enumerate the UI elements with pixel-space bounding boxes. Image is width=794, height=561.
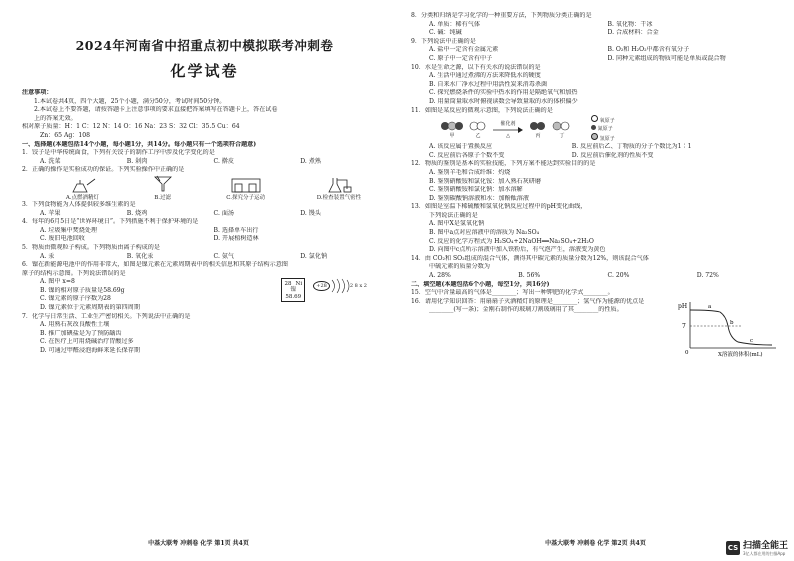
- option: D. 合成材料：合金: [607, 29, 659, 37]
- question-16: 16．请用化学知识回答：用扇扇子灭酒精灯的原理是________；氢气作为能源的优点是: [411, 297, 645, 305]
- figure-d: [317, 175, 361, 201]
- point-label-a: a: [708, 304, 712, 310]
- option: D. 鉴别碳酸钠溶液和水：加酚酞溶液: [429, 194, 529, 202]
- option: C. 原子中一定含有中子: [429, 54, 493, 62]
- question-7: 7．化学与日常生活、工业生产密切相关。下列说法中正确的是: [22, 312, 191, 320]
- section-1-heading: 一、选择题(本题包括14个小题，每小题1分，共14分。每小题只有一个选项符合题意): [22, 140, 257, 148]
- option: A. 该反应属于置换反应: [429, 143, 493, 151]
- exam-subtitle: 化学试卷: [170, 62, 239, 80]
- ph-chart-svg: [672, 298, 780, 360]
- page-footer: 中基大联考 冲刺卷 化学 第1页 共4页: [148, 540, 249, 547]
- atom-structure-diagram: [313, 278, 367, 294]
- question-3: 3．下列食物能为人体提供较多维生素的是: [22, 200, 136, 208]
- option: D. 72%: [696, 272, 719, 280]
- question-11: 11．如图是某反应的微观示意图，下列说法正确的是: [411, 106, 553, 114]
- x-axis-label: X溶液的体积(mL): [718, 352, 763, 358]
- molecule-icon: [551, 120, 573, 132]
- page-footer: 中基大联考 冲刺卷 化学 第2页 共4页: [545, 540, 646, 547]
- option: C. 在医疗上可用烧碱治疗胃酸过多: [40, 338, 134, 346]
- option: B. 烧鸡: [126, 209, 148, 217]
- question-13-cont: 下列说法正确的是: [429, 211, 478, 219]
- molecule-yi: [469, 120, 487, 139]
- atomic-number: 28: [284, 280, 292, 287]
- molecule-label: 甲: [449, 132, 455, 139]
- element-name: 镍: [290, 287, 297, 294]
- periodic-table-cell: [281, 278, 305, 302]
- option: C. 反应前后各原子个数不变: [429, 151, 505, 159]
- question-14-cont: 中硫元素的质量分数为: [429, 263, 490, 271]
- atom-legend: [591, 115, 615, 143]
- question-2: 2．正确的操作是实验成功的保证。下列实验操作中正确的是: [22, 166, 185, 174]
- question-4: 4．每年的6月5日是“世界环境日”。下列措施不利于保护环境的是: [22, 218, 199, 226]
- question-9-options: [411, 46, 786, 63]
- watermark-tagline: 3亿人都在用的扫描App: [742, 551, 786, 556]
- molecule-jia: [439, 120, 465, 139]
- flask-icon: [325, 175, 353, 193]
- option: D. 同种元素组成的物质可能是单质或混合物: [607, 54, 726, 62]
- molecule-icon: [469, 120, 487, 132]
- origin-label: 0: [685, 350, 689, 356]
- question-5: 5．物质由微观粒子构成。下列物质由离子构成的是: [22, 243, 160, 251]
- option: B. 56%: [518, 272, 541, 280]
- question-11-options: [411, 143, 786, 160]
- question-10: 10．水是生命之源，以下有关水的说法错误的是: [411, 63, 541, 71]
- section-2-heading: 二、填空题(本题包括6个小题，每空1分，共16分): [411, 280, 550, 288]
- molecule-label: 丁: [559, 132, 565, 139]
- atomic-mass: 58.69: [285, 293, 302, 300]
- option: D. 氯化钠: [300, 252, 328, 260]
- molecule-icon: [439, 120, 465, 132]
- option: C. 碱：纯碱: [429, 29, 462, 37]
- question-5-options: [22, 253, 387, 262]
- figure-label: B.过滤: [154, 194, 172, 201]
- alcohol-lamp-icon: [67, 175, 97, 193]
- option: A. 生活中通过煮沸的方法来降低水的硬度: [429, 72, 541, 80]
- option: D. 用量筒量取水时俯视读数会导致量取的水的体积偏少: [429, 97, 578, 105]
- option: A. 单质：稀有气体: [429, 20, 480, 28]
- notice-line: 2.本试卷上不要答题，请按答题卡上注意事项的要求直接把答案填写在答题卡上，答在试卷: [34, 106, 278, 114]
- option: B. 剁肉: [126, 157, 148, 165]
- option: B. 反应前后乙、丁物质的分子个数比为1∶1: [571, 143, 692, 151]
- molecule-label: 丙: [535, 132, 541, 139]
- y-axis-label: pH: [678, 303, 688, 310]
- option: C. 擀皮: [213, 157, 235, 165]
- option: A. 垃圾集中焚烧处理: [40, 226, 98, 234]
- ph-curve-chart: [672, 298, 780, 360]
- notice-line: 上的答案无效。: [34, 114, 77, 122]
- option: D. 可通过甲醛浸泡海鲜来延长保存期: [40, 347, 140, 355]
- atomic-masses-cont: Zn：65 Ag：108: [40, 131, 90, 139]
- electron-counts: 2 8 x 2: [349, 283, 367, 290]
- option: C. 反应的化学方程式为 H₂SO₄+2NaOH══Na₂SO₄+2H₂O: [429, 237, 594, 245]
- option: A. 28%: [429, 272, 451, 280]
- option: B. 自来水厂净水过程中用活性炭来消毒杀菌: [429, 80, 548, 88]
- figure-a: [66, 175, 99, 201]
- reaction-arrow: [493, 120, 523, 139]
- option: A. 盐中一定含有金属元素: [429, 46, 499, 54]
- option: A. 洗菜: [40, 157, 61, 165]
- molecule-bing: [529, 120, 547, 139]
- question-14: 14．由 CO₂和 SO₂组成的混合气体，测得其中碳元素的质量分数为12%，则该混合气体: [411, 254, 649, 262]
- question-6-body: [22, 278, 387, 312]
- notice-heading: 注意事项：: [22, 89, 53, 96]
- option: C. 氨气: [213, 252, 235, 260]
- molecule-label: 乙: [475, 132, 481, 139]
- scanner-watermark: [726, 538, 788, 557]
- funnel-icon: [151, 175, 175, 193]
- page-2: [397, 0, 794, 561]
- option: C. 探究燃烧条件的实验中热水的作用是隔绝氧气和加热: [429, 89, 578, 97]
- question-6: 6．镍在新能源电池中的作用非常大，如图是镍元素在元素周期表中的相关信息和其原子结构示意图: [22, 261, 288, 269]
- option: C. 20%: [607, 272, 630, 280]
- question-2-figures: [22, 175, 387, 201]
- option: C. 面汤: [213, 209, 235, 217]
- option: B. 氧化物：干冰: [607, 20, 653, 28]
- question-8-options: [411, 21, 786, 38]
- question-14-options: [411, 272, 786, 281]
- option: D. 反应前后催化剂的性质不变: [571, 151, 654, 159]
- question-1: 1．饺子是中华传统面食，下列有关饺子的制作工序中涉及化学变化的是: [22, 149, 215, 157]
- molecule-icon: [529, 120, 547, 132]
- question-13: 13．如图是室温下稀硫酸和氢氧化钠反应过程中的pH变化曲线，: [411, 203, 587, 211]
- option: B. 氧化汞: [126, 252, 154, 260]
- option: A. 用熟石灰改良酸性土壤: [40, 321, 110, 329]
- notice-line: 1.本试卷共4页，四个大题，25个小题，满分50分，考试时间50分钟。: [34, 97, 226, 105]
- option: B. 推广加碘盐是为了预防龋齿: [40, 329, 122, 337]
- question-8: 8．分类和归纳是学习化学的一种重要方法，下列物质分类正确的是: [411, 12, 592, 19]
- option: B. O₂和 H₂O₂中都含有氧分子: [607, 46, 690, 54]
- reaction-diagram: [411, 115, 786, 143]
- option: A. 苹果: [40, 209, 61, 217]
- option: B. 选择单车出行: [213, 226, 259, 234]
- element-symbol: Ni: [295, 280, 303, 287]
- figure-b: [151, 175, 175, 201]
- option: C. 鉴别硝酸铵和氯化钠：加水溶解: [429, 186, 523, 194]
- option: A. 鉴别羊毛和合成纤维：灼烧: [429, 168, 511, 176]
- heat-symbol: △: [506, 132, 510, 139]
- point-label-c: c: [750, 338, 754, 344]
- catalyst-label: 催化剂: [500, 120, 516, 127]
- figure-c: [226, 175, 265, 201]
- watermark-name: 扫描全能王: [742, 541, 788, 551]
- figure-label: C.探究分子运动: [226, 194, 266, 201]
- exam-title: 2024年河南省中招重点初中模拟联考冲刺卷: [75, 38, 334, 53]
- question-16-cont: ________(写一条)；金刚石制作的玻璃刀割玻璃用了其________的性质。: [429, 306, 623, 314]
- option: B. 鉴别硝酸铵和氯化铵：加入熟石灰研磨: [429, 177, 541, 185]
- beakers-icon: [229, 175, 263, 193]
- option: D. 煮熟: [300, 157, 321, 165]
- option: A. 图中X是氢氧化钠: [429, 220, 485, 228]
- option: A. 汞: [40, 252, 55, 260]
- question-12: 12．物质的鉴别是基本的实验技能，下列方案不能达到实验目的的是: [411, 160, 596, 168]
- question-4-options: [22, 227, 387, 244]
- nucleus: +28: [313, 281, 330, 291]
- question-6-cont: 原子的结构示意图。下列说法错误的是: [22, 269, 126, 277]
- option: C. 镍元素的原子序数为28: [40, 295, 111, 303]
- question-9: 9．下列说法中正确的是: [411, 37, 476, 45]
- camscanner-logo-icon: CS: [726, 541, 740, 555]
- figure-label: D.检查装置气密性: [316, 194, 362, 201]
- option: D. 开展植树造林: [213, 235, 259, 243]
- option: D. 镍元素位于元素周期表的第四周期: [40, 304, 140, 312]
- question-15: 15．空气中含量最高的气体是________；写出一种钾肥的化学式________。: [411, 289, 614, 297]
- figure-label: A.点燃酒精灯: [65, 194, 100, 201]
- option: D. 向图中c点所示溶液中加入铁粉后，有气泡产生，溶液变为黄色: [429, 246, 606, 254]
- electron-shells-icon: [330, 278, 350, 294]
- option: B. 图中a点对应溶液中的溶质为 Na₂SO₄: [429, 229, 540, 237]
- option: A. 图中 x=8: [40, 278, 75, 286]
- molecule-ding: [551, 120, 573, 139]
- legend-label: 氮原子: [597, 126, 613, 133]
- option: B. 镍的相对原子质量是58.69g: [40, 286, 125, 294]
- atomic-masses: 相对原子质量：H：1 C：12 N：14 O：16 Na：23 S：32 Cl：35.5 Cu：64: [22, 123, 240, 131]
- question-1-options: [22, 158, 387, 167]
- question-3-options: [22, 210, 387, 219]
- ph-curve: [690, 310, 772, 345]
- point-label-b: b: [730, 320, 734, 326]
- legend-label: 氢原子: [599, 136, 615, 143]
- y-tick-label: 7: [682, 323, 686, 330]
- option: C. 废旧电池回收: [40, 235, 85, 243]
- option: D. 馒头: [300, 209, 321, 217]
- legend-label: 氧原子: [599, 118, 615, 125]
